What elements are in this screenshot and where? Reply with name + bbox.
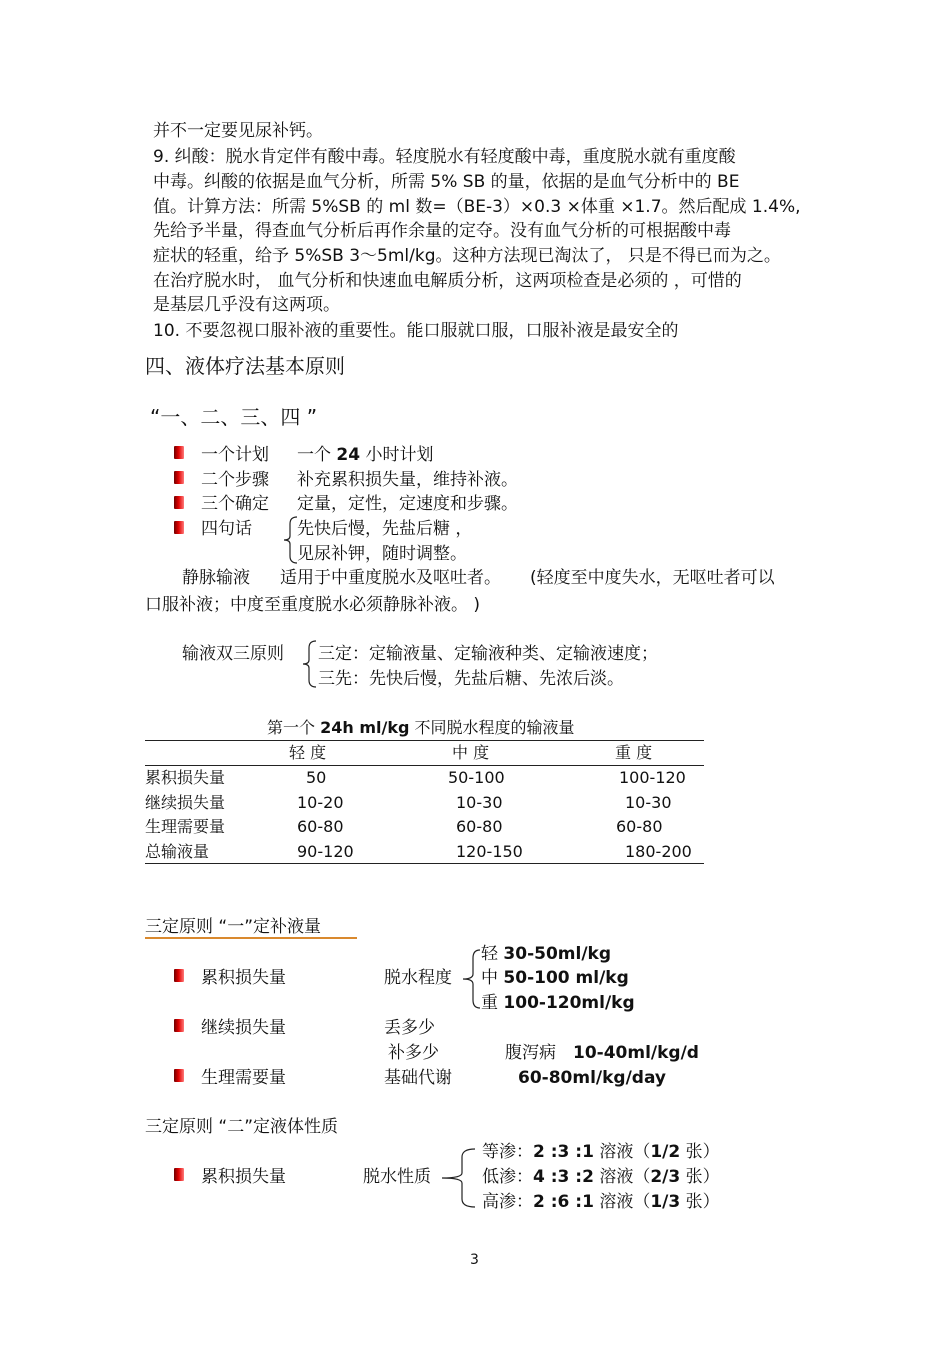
paragraph-line: 并不一定要见尿补钙。 — [153, 121, 323, 141]
bullet-icon — [174, 969, 184, 982]
table-header: 轻 度 — [289, 743, 327, 762]
table-cell: 90-120 — [297, 842, 354, 861]
principle2-item: 累积损失量 — [201, 1167, 286, 1187]
bullet-icon — [174, 1069, 184, 1082]
principle1-item: 累积损失量 — [201, 968, 286, 988]
principle2-title: 三定原则 “二”定液体性质 — [145, 1117, 339, 1137]
title-underline — [145, 937, 357, 939]
bullet-icon — [174, 1168, 184, 1181]
paragraph-line: 中毒。纠酸的依据是血气分析，所需 5% SB 的量，依据的是血气分析中的 BE — [153, 172, 740, 192]
nature-isotonic: 等渗：2 :3 :1 溶液（1/2 张） — [482, 1142, 720, 1162]
double-three-label: 输液双三原则 — [182, 644, 284, 664]
paragraph-line: 9. 纠酸：脱水肯定伴有酸中毒。轻度脱水有轻度酸中毒，重度脱水就有重度酸 — [153, 147, 736, 167]
rule-label: 二个步骤 — [201, 470, 269, 490]
lose-text: 丢多少 — [384, 1018, 435, 1038]
table-header-rule — [145, 765, 704, 766]
degree-medium: 中 50-100 ml/kg — [481, 968, 629, 988]
bullet-icon — [174, 446, 184, 459]
section-subheading: “一、二、三、四 ” — [150, 405, 318, 429]
bullet-icon — [174, 521, 184, 534]
rule-text: 一个 24 小时计划 — [297, 445, 434, 465]
bullet-icon — [174, 496, 184, 509]
iv-indication: 适用于中重度脱水及呕吐者。 — [280, 568, 501, 588]
paragraph-line: 是基层几乎没有这两项。 — [153, 295, 340, 315]
paragraph-line: 症状的轻重，给予 5%SB 3～5ml/kg。这种方法现已淘汰了， 只是不得已而为之。 — [153, 246, 781, 266]
nature-hypertonic: 高渗：2 :6 :1 溶液（1/3 张） — [482, 1192, 720, 1212]
paragraph-line: 在治疗脱水时， 血气分析和快速血电解质分析，这两项检查是必须的 ，可惜的 — [153, 271, 742, 291]
paragraph-line: 值。计算方法：所需 5%SB 的 ml 数=（BE-3）×0.3 ×体重 ×1.7。然后配成 1.4%, — [153, 197, 801, 217]
table-cell: 60-80 — [456, 817, 503, 836]
table-cell: 10-30 — [625, 793, 672, 812]
brace-icon — [461, 944, 481, 1014]
rule-label: 三个确定 — [201, 494, 269, 514]
degree-label: 脱水程度 — [384, 968, 452, 988]
table-row-label: 继续损失量 — [145, 793, 226, 812]
table-cell: 10-30 — [456, 793, 503, 812]
table-row-label: 总输液量 — [145, 842, 210, 861]
double-three-line: 三定：定输液量、定输液种类、定输液速度； — [318, 644, 658, 664]
four-sentence: 先快后慢，先盐后糖 ， — [297, 519, 473, 539]
iv-note-cont: 口服补液；中度至重度脱水必须静脉补液。 ) — [145, 595, 481, 615]
table-cell: 60-80 — [297, 817, 344, 836]
principle1-item: 继续损失量 — [201, 1018, 286, 1038]
double-three-line: 三先：先快后慢，先盐后糖、先浓后淡。 — [318, 669, 624, 689]
table-cell: 180-200 — [625, 842, 692, 861]
table-top-rule — [145, 740, 704, 741]
table-bottom-rule — [145, 863, 704, 864]
nature-label: 脱水性质 — [363, 1167, 431, 1187]
degree-light: 轻 30-50ml/kg — [481, 944, 612, 964]
four-sentence: 见尿补钾，随时调整。 — [297, 544, 467, 564]
diarrhea-label: 腹泻病 — [505, 1043, 556, 1063]
table-caption: 第一个 24h ml/kg 不同脱水程度的输液量 — [267, 718, 575, 737]
table-cell: 50-100 — [448, 768, 505, 787]
table-cell: 10-20 — [297, 793, 344, 812]
rule-text: 补充累积损失量，维持补液。 — [297, 470, 518, 490]
rule-label: 一个计划 — [201, 445, 269, 465]
basal-value: 60-80ml/kg/day — [518, 1068, 667, 1088]
iv-label: 静脉输液 — [182, 568, 250, 588]
paragraph-line: 10. 不要忽视口服补液的重要性。能口服就口服，口服补液是最安全的 — [153, 321, 679, 341]
nature-hypotonic: 低渗：4 :3 :2 溶液（2/3 张） — [482, 1167, 720, 1187]
page-number: 3 — [470, 1252, 479, 1268]
table-row-label: 生理需要量 — [145, 817, 226, 836]
bullet-icon — [174, 471, 184, 484]
table-header: 重 度 — [615, 743, 653, 762]
iv-note: (轻度至中度失水，无呕吐者可以 — [530, 568, 775, 588]
brace-icon — [302, 640, 318, 688]
table-cell: 100-120 — [619, 768, 686, 787]
rule-label: 四句话 — [201, 519, 252, 539]
table-cell: 120-150 — [456, 842, 523, 861]
table-cell: 60-80 — [616, 817, 663, 836]
diarrhea-value: 10-40ml/kg/d — [573, 1043, 699, 1063]
rule-text: 定量，定性，定速度和步骤。 — [297, 494, 518, 514]
replace-text: 补多少 — [388, 1043, 439, 1063]
bullet-icon — [174, 1019, 184, 1032]
paragraph-line: 先给予半量，得查血气分析后再作余量的定夺。没有血气分析的可根据酸中毒 — [153, 221, 731, 241]
principle1-title: 三定原则 “一”定补液量 — [145, 917, 322, 937]
table-header: 中 度 — [452, 743, 490, 762]
basal-label: 基础代谢 — [384, 1068, 452, 1088]
table-row-label: 累积损失量 — [145, 768, 226, 787]
degree-heavy: 重 100-120ml/kg — [481, 993, 635, 1013]
principle1-item: 生理需要量 — [201, 1068, 286, 1088]
table-cell: 50 — [306, 768, 327, 787]
section-heading: 四、液体疗法基本原则 — [145, 354, 345, 378]
brace-icon — [440, 1143, 476, 1213]
